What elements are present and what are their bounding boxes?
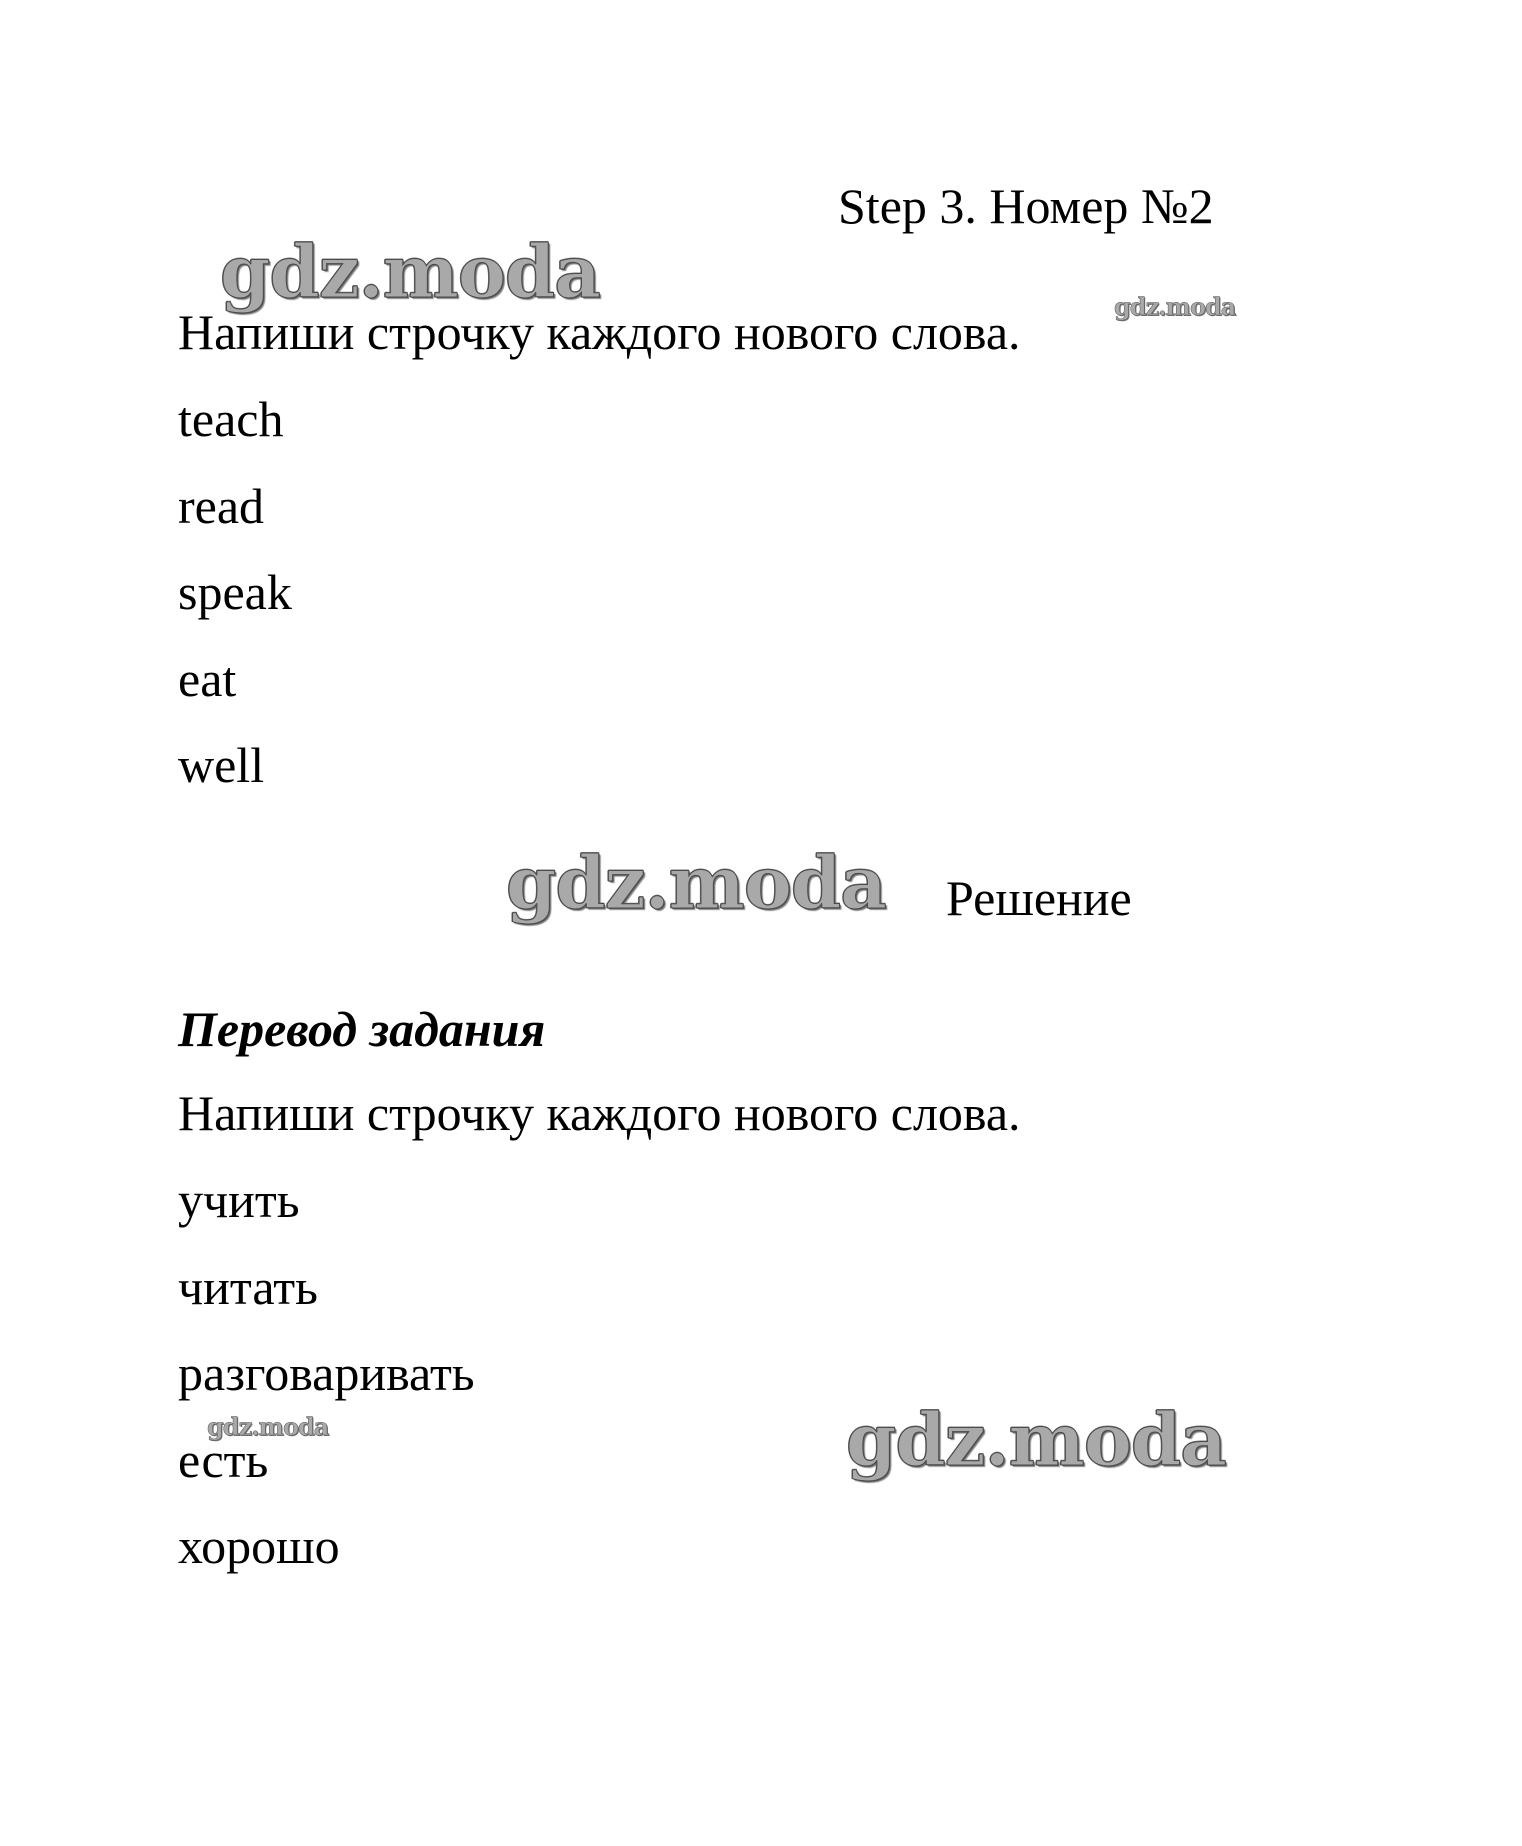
task-word: read (178, 478, 265, 534)
translation-word: разговаривать (178, 1345, 475, 1401)
solution-label: Решение (946, 870, 1132, 926)
watermark-logo: gdz.moda (1114, 292, 1236, 321)
task-word: teach (178, 391, 284, 447)
translation-word: есть (178, 1432, 269, 1488)
watermark-logo: gdz.moda (207, 1412, 329, 1441)
task-word: well (178, 737, 265, 793)
translation-instruction: Напиши строчку каждого нового слова. (178, 1085, 1021, 1141)
page-title: Step 3. Номер №2 (838, 178, 1214, 234)
translation-title: Перевод задания (178, 1001, 546, 1057)
translation-word: учить (178, 1172, 300, 1228)
task-word: eat (178, 651, 237, 707)
task-instruction: Напиши строчку каждого нового слова. (178, 304, 1021, 360)
translation-word: хорошо (178, 1518, 340, 1574)
task-word: speak (178, 564, 292, 620)
watermark-logo: gdz.moda (846, 1397, 1226, 1482)
watermark-logo: gdz.moda (220, 229, 600, 314)
watermark-logo: gdz.moda (506, 840, 886, 925)
translation-word: читать (178, 1259, 318, 1315)
